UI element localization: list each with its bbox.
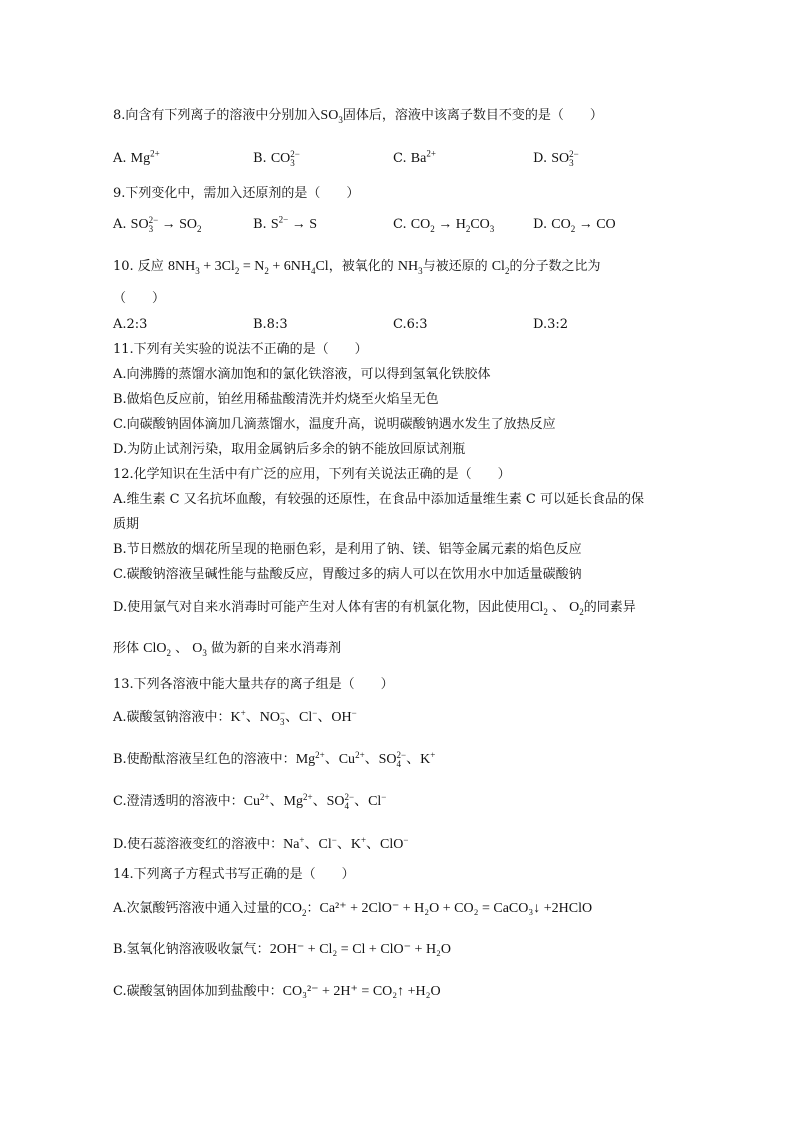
q13-d-ions [283, 834, 409, 852]
q10-eq-2-sub: 2 [234, 265, 240, 276]
q13-option-b [113, 750, 435, 769]
ion-separator: 、 [366, 836, 381, 852]
q14-c-equation: CO₃²⁻ + 2H⁺ = CO₂↑ +H₂O [282, 984, 441, 999]
q8-b-base: CO [270, 151, 291, 167]
q8-formula-base: SO [320, 108, 339, 123]
ion-separator: 、 [406, 751, 421, 767]
ion [318, 834, 351, 852]
q9-b-right: S [309, 217, 317, 232]
q9-d-left: CO [551, 217, 571, 232]
q8-stem [113, 107, 603, 125]
q13-option-a [113, 708, 357, 727]
q10-bracket: （ ） [113, 291, 166, 306]
q14-a-formula [283, 901, 307, 916]
ion-subscript [315, 760, 325, 769]
ion-script [403, 836, 408, 854]
ion-base: Na [283, 837, 300, 852]
q12-d2-text-a: 形体 [113, 641, 144, 656]
q10-f2: Cl [491, 259, 505, 274]
q10-f1: NH [397, 259, 419, 274]
ion-separator: 、 [304, 836, 319, 852]
ion-script [315, 751, 325, 769]
ion-base: Cl [368, 794, 382, 809]
q12-d-formula-1 [530, 600, 548, 615]
ion [243, 791, 284, 809]
q10-eq-4: + 6NH [268, 259, 311, 274]
ion-base: K [350, 837, 361, 852]
ion-base: Cl [318, 837, 332, 852]
q10-stem-c: 与被还原的 [422, 259, 492, 274]
q8-stem-formula [320, 108, 342, 123]
ion-subscript [260, 802, 270, 811]
q12-d2-formula-2 [192, 641, 207, 656]
q9-b-sup: 2− [278, 214, 289, 225]
ion-charge: + [299, 834, 305, 845]
ion [331, 707, 357, 725]
ion-subscript [381, 802, 386, 811]
q8-d-prefix: D. [533, 151, 552, 167]
ion-base: Mg [283, 794, 303, 809]
q8-c-base: Ba [410, 151, 427, 166]
q9-d-arrow: → [575, 217, 597, 232]
q13-a-ions [230, 707, 357, 727]
ion-script [397, 751, 407, 769]
q11-option-d: D.为防止试剂污染，取用金属钠后多余的钠不能放回原试剂瓶 [113, 442, 466, 457]
q8-option-d [533, 150, 579, 168]
ion-base: Cu [243, 794, 260, 809]
ion-charge: + [240, 707, 246, 718]
q10-eq-2: + 3Cl [199, 259, 235, 274]
ion-charge: − [381, 791, 387, 802]
q9-c-right-1: H [455, 217, 466, 232]
q9-a-right-sub: 2 [197, 224, 202, 235]
q14-option-c [113, 983, 441, 1001]
q8-b-prefix: B. [253, 151, 271, 167]
ion-subscript: 4 [396, 758, 402, 769]
ion [259, 707, 300, 727]
q10-option-a: A.2:3 [113, 317, 148, 332]
q10-option-d: D.3:2 [533, 317, 569, 332]
q9-c-right-sub-2: 3 [489, 223, 495, 234]
q14-a-equation: Ca²⁺ + 2ClO⁻ + H₂O + CO₂ = CaCO₃↓ +2HClO [319, 901, 593, 916]
q11-stem: 11.下列有关实验的说法不正确的是（ ） [113, 342, 368, 357]
ion [295, 749, 339, 767]
q13-stem: 13.下列各溶液中能大量共存的离子组是（ ） [113, 677, 394, 692]
q11-option-c: C.向碳酸钠固体滴加几滴蒸馏水，温度升高，说明碳酸钠遇水发生了放热反应 [113, 417, 556, 432]
q8-b-sup: 2− [290, 149, 300, 159]
q13-c-ions [243, 791, 387, 811]
ion [350, 834, 381, 852]
ion-separator: 、 [245, 709, 260, 725]
q8-d-sub: 3 [569, 158, 574, 168]
q9-c-formula [411, 217, 495, 232]
ion [380, 834, 409, 852]
ion-separator: 、 [364, 751, 379, 767]
ion-charge: + [360, 834, 367, 845]
q13-b-text: B.使酚酞溶液呈红色的溶液中： [113, 752, 296, 767]
q10-stem-d: 的分子数之比为 [509, 259, 601, 274]
q9-d-prefix: D. [533, 217, 552, 232]
ion-script [430, 751, 435, 769]
q10-option-b: B.8:3 [253, 317, 288, 332]
q9-b-formula [270, 214, 317, 232]
ion-script [344, 793, 354, 811]
q12-d-f1: Cl [530, 600, 544, 615]
q14-option-a [113, 900, 592, 918]
q9-d-sub: 2 [570, 223, 576, 234]
ion-separator: 、 [269, 793, 284, 809]
q8-c-prefix: C. [393, 151, 411, 166]
q10-eq-5: Cl [315, 259, 329, 274]
ion-base: K [230, 710, 241, 725]
q8-c-formula [410, 148, 436, 166]
ion [299, 707, 332, 725]
ion [283, 834, 319, 852]
ion-base: Cu [338, 752, 356, 767]
q10-eq-3: = N [239, 259, 265, 274]
q13-c-text: C.澄清透明的溶液中： [113, 794, 244, 809]
ion-charge: 2− [344, 791, 355, 802]
q9-a-left: SO [130, 217, 149, 233]
q12-d2-f1: ClO [143, 641, 167, 656]
ion-subscript: 3 [279, 716, 285, 727]
q9-b-arrow: → [288, 217, 310, 232]
q14-a-text: A.次氯酸钙溶液中通入过量的 [113, 901, 283, 916]
ion-base: Cl [299, 710, 313, 725]
q12-d2-f2-sub: 3 [202, 647, 207, 658]
q10-stem [113, 258, 600, 276]
q8-a-formula [130, 148, 160, 166]
q11-option-a: A.向沸腾的蒸馏水滴加饱和的氯化铁溶液，可以得到氢氧化铁胶体 [113, 367, 491, 382]
q12-option-a-line1: A.维生素 C 又名抗坏血酸，有较强的还原性，在食品中添加适量维生素 C 可以延长食品的保 [113, 492, 644, 507]
q8-d-script [569, 150, 579, 168]
ion [420, 749, 436, 767]
ion-charge: 2+ [315, 749, 325, 760]
ion-subscript [352, 718, 357, 727]
q9-stem: 9.下列变化中，需加入还原剂的是（ ） [113, 186, 360, 201]
q9-c-right-sub-1: 2 [465, 223, 471, 234]
q8-formula-sub: 3 [338, 114, 343, 125]
q10-f1-sub: 3 [418, 265, 423, 276]
ion-subscript: 4 [344, 800, 349, 811]
q12-d-sep-1: 、 [547, 600, 570, 615]
q14-a-f-sub: 2 [301, 907, 307, 918]
ion-script [260, 793, 270, 811]
ion-script [381, 793, 386, 811]
ion-subscript [355, 760, 365, 769]
ion-charge: 2+ [355, 749, 365, 760]
q12-option-d-line2 [113, 640, 341, 658]
ion-base: SO [378, 752, 397, 767]
q9-a-sup: 2− [148, 215, 159, 225]
ion-base: NO [259, 710, 280, 725]
q14-a-colon: ： [306, 901, 320, 916]
q12-option-a-line2: 质期 [113, 517, 140, 532]
q8-d-base: SO [551, 151, 570, 167]
q12-option-b: B.节日燃放的烟花所呈现的艳丽色彩，是利用了钠、镁、铝等金属元素的焰色反应 [113, 542, 582, 557]
q9-a-arrow: → [158, 217, 180, 233]
q14-a-f: CO [282, 901, 302, 916]
ion-separator: 、 [285, 709, 300, 725]
q10-eq-3-sub: 2 [264, 265, 269, 276]
q10-formula-1 [398, 259, 423, 274]
ion-subscript [430, 760, 435, 769]
ion [378, 749, 421, 769]
q9-b-left: S [270, 217, 279, 232]
ion-base: ClO [380, 837, 404, 852]
ion-separator: 、 [317, 709, 332, 725]
q9-a-right: SO [179, 217, 198, 233]
q8-b-script [290, 150, 300, 168]
q14-stem: 14.下列离子方程式书写正确的是（ ） [113, 867, 355, 882]
ion-charge: − [312, 707, 318, 718]
q12-d-f2: O [569, 600, 580, 615]
ion-separator: 、 [336, 836, 351, 852]
q8-option-c [393, 150, 436, 168]
q12-d-f1-sub: 2 [543, 606, 548, 617]
q10-formula-2 [492, 259, 510, 274]
ion-charge: + [430, 749, 436, 760]
q12-d2-sep: 、 [170, 641, 193, 656]
q12-d2-f2: O [192, 641, 203, 656]
q9-a-formula [130, 215, 202, 235]
ion [283, 791, 327, 809]
q12-d-text-b: 的同素异 [583, 600, 636, 615]
q12-d2-formula-1 [143, 641, 171, 656]
q9-b-prefix: B. [253, 217, 271, 232]
q9-a-prefix: A. [113, 217, 131, 233]
q8-d-formula [551, 151, 578, 166]
ion-base: Mg [295, 752, 316, 767]
q10-stem-a: 10. 反应 [113, 259, 168, 274]
q8-a-sup: 2+ [150, 148, 160, 159]
q9-c-prefix: C. [393, 217, 411, 232]
ion-charge: − [403, 834, 409, 845]
q12-stem: 12.化学知识在生活中有广泛的应用，下列有关说法正确的是（ ） [113, 467, 511, 482]
q14-b-equation: 2OH⁻ + Cl₂ = Cl + ClO⁻ + H₂O [269, 942, 452, 957]
q10-eq-1: 8NH [167, 259, 196, 274]
q12-d-text-a: D.使用氯气对自来水消毒时可能产生对人体有害的有机氯化物，因此使用 [113, 600, 531, 615]
q13-a-text: A.碳酸氢钠溶液中： [113, 710, 231, 725]
ion-separator: 、 [354, 793, 369, 809]
q14-b-text: B.氢氧化钠溶液吸收氯气： [113, 942, 270, 957]
q9-option-a [113, 216, 202, 234]
q8-stem-text-a: 8.向含有下列离子的溶液中分别加入 [113, 108, 321, 123]
q14-option-b [113, 941, 451, 959]
q10-stem-b: ，被氧化的 [328, 259, 398, 274]
q11-option-b: B.做焰色反应前，铂丝用稀盐酸清洗并灼烧至火焰呈无色 [113, 392, 439, 407]
ion-script [355, 751, 365, 769]
q8-option-a [113, 150, 160, 168]
ion-base: OH [331, 710, 352, 725]
q9-d-right: CO [596, 217, 616, 232]
ion [326, 791, 369, 811]
ion-separator: 、 [312, 793, 327, 809]
ion-separator: 、 [324, 751, 339, 767]
q13-option-c [113, 792, 386, 811]
q12-d-f2-sub: 2 [579, 606, 584, 617]
q9-a-sub: 3 [148, 224, 154, 234]
q8-a-prefix: A. [113, 151, 131, 166]
q12-d2-f1-sub: 2 [166, 647, 171, 658]
q10-option-c: C.6:3 [393, 317, 428, 332]
q9-option-b [253, 216, 317, 234]
q13-option-d [113, 835, 408, 854]
q10-f2-sub: 2 [504, 265, 510, 276]
q8-b-sub: 3 [290, 158, 295, 168]
ion-base: K [420, 752, 431, 767]
q8-d-sup: 2− [569, 149, 579, 159]
q9-c-arrow: → [434, 217, 456, 232]
q13-b-ions [295, 749, 436, 769]
ion [368, 791, 387, 809]
q9-d-formula [551, 217, 615, 232]
q9-c-left: CO [410, 217, 431, 232]
q8-b-formula [271, 151, 300, 166]
q8-stem-text-b: 固体后，溶液中该离子数目不变的是（ ） [342, 108, 603, 123]
ion [338, 749, 379, 767]
ion-charge: 2− [396, 749, 407, 760]
q9-c-right-2: CO [470, 217, 490, 232]
q13-d-text: D.使石蕊溶液变红的溶液中： [113, 837, 284, 852]
ion-charge: − [279, 707, 286, 718]
q9-c-sub: 2 [430, 223, 435, 234]
ion-script [303, 793, 313, 811]
q8-c-sup: 2+ [426, 148, 436, 159]
ion-base: SO [326, 794, 345, 809]
q12-option-c: C.碳酸钠溶液呈碱性能与盐酸反应，胃酸过多的病人可以在饮用水中加适量碳酸钠 [113, 567, 582, 582]
q14-c-text: C.碳酸氢钠固体加到盐酸中： [113, 984, 283, 999]
q9-a-script [149, 216, 159, 234]
q12-d-formula-2 [569, 600, 584, 615]
q9-option-c [393, 216, 494, 234]
ion-script [352, 709, 357, 727]
ion [230, 707, 260, 725]
q8-option-b [253, 150, 300, 168]
ion-charge: − [331, 834, 337, 845]
ion-subscript [403, 845, 408, 854]
ion-subscript [303, 802, 313, 811]
q10-equation [168, 259, 329, 274]
q12-d2-text-b: 做为新的自来水消毒剂 [206, 641, 342, 656]
ion-charge: 2+ [259, 791, 270, 802]
q8-a-base: Mg [130, 151, 151, 166]
q12-option-d-line1 [113, 599, 636, 617]
ion-charge: − [351, 707, 357, 718]
q10-eq-1-sub: 3 [195, 265, 200, 276]
q9-option-d [533, 216, 616, 234]
ion-charge: 2+ [303, 791, 313, 802]
q10-eq-4-sub: 4 [310, 265, 316, 276]
